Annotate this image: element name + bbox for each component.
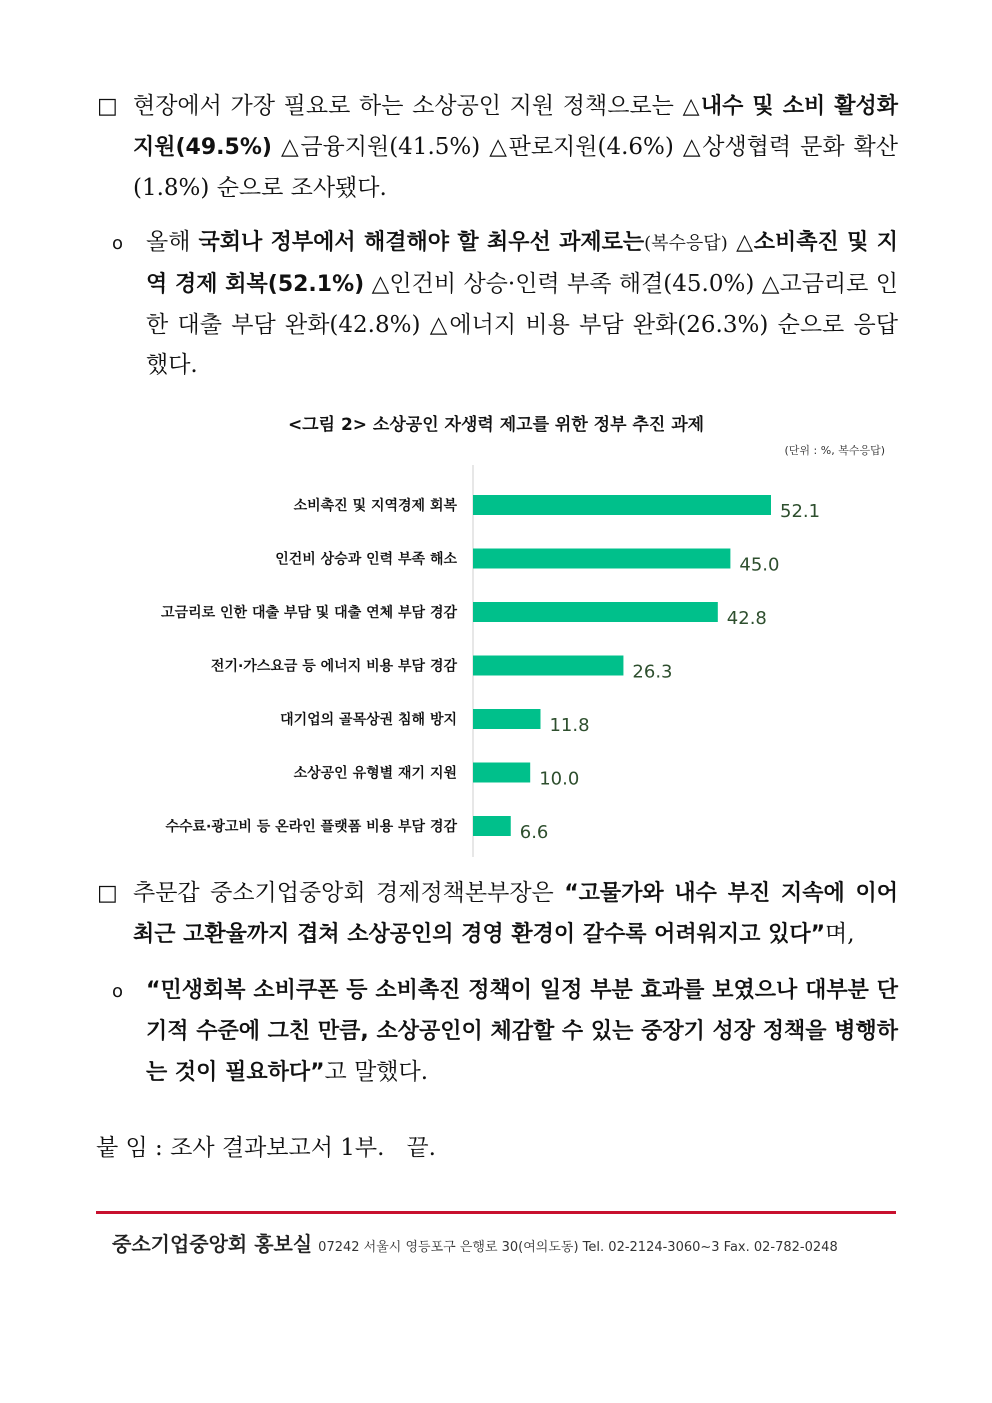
chart-unit-note: (단위 : %, 복수응답) [784,444,885,457]
footer-org: 중소기업중앙회 홍보실 [112,1232,313,1256]
paragraph-survey-policies: 현장에서 가장 필요로 하는 소상공인 지원 정책으로는 △내수 및 소비 활성화 지원(49.5%) △금융지원(41.5%) △판로지원(4.6%) △상생협력 문화 확산(1.8%) 순으로 조사됐다. [133,93,898,201]
category-label: 대기업의 골목상권 침해 방지 [280,712,457,728]
circle-bullet: o [112,981,124,1002]
bar-3 [473,602,718,622]
footer-divider [96,1211,896,1214]
value-label: 26.3 [632,661,673,683]
value-label: 42.8 [726,608,767,629]
value-label: 11.8 [549,715,590,736]
bar-1 [473,495,771,515]
category-label: 전기·가스요금 등 에너지 비용 부담 경감 [210,658,457,675]
footer [112,1228,838,1257]
attachment-note: 붙 임 : 조사 결과보고서 1부. 끝. [96,1135,436,1161]
bar-chart [0,405,992,865]
category-label: 소상공인 유형별 재기 지원 [293,765,457,782]
square-bullet: □ [97,94,118,119]
value-label: 10.0 [539,768,580,790]
paragraph-priority-tasks: 올해 국회나 정부에서 해결해야 할 최우선 과제로는(복수응답) △소비촉진 및 지역 경제 회복(52.1%) △인건비 상승·인력 부족 해결(45.0%) △고금리로 인한 대출 부담 완화(42.8%) △에너지 비용 부담 완화(26.3%) 순으로 응답했다. [146,229,898,378]
bar-6 [473,763,530,783]
circle-bullet: o [112,233,124,254]
value-label: 6.6 [519,822,549,843]
value-label: 45.0 [739,554,780,576]
bar-5 [473,709,540,729]
category-label: 수수료·광고비 등 온라인 플랫폼 비용 부담 경감 [165,819,457,835]
chart-title: <그림 2> 소상공인 자생력 제고를 위한 정부 추진 과제 [287,415,705,435]
bar-2 [473,549,730,569]
bar-7 [473,816,511,836]
category-label: 고금리로 인한 대출 부담 및 대출 연체 부담 경감 [161,605,457,621]
category-label: 소비촉진 및 지역경제 회복 [293,498,457,514]
paragraph-director-quote: 추문갑 중소기업중앙회 경제정책본부장은 “고물가와 내수 부진 지속에 이어 최근 고환율까지 겹쳐 소상공인의 경영 환경이 갈수록 어려워지고 있다”며, [133,880,898,947]
chart-plot [0,405,992,865]
square-bullet: □ [97,881,118,906]
paragraph-quote-continued: “민생회복 소비쿠폰 등 소비촉진 정책이 일정 부분 효과를 보였으나 대부분 단기적 수준에 그친 만큼, 소상공인이 체감할 수 있는 중장기 성장 정책을 병행하는 것이 필요하다”고 말했다. [146,978,898,1085]
footer-address: 07242 서울시 영등포구 은행로 30(여의도동) Tel. 02-2124-3060~3 Fax. 02-782-0248 [318,1240,838,1255]
category-label: 인건비 상승과 인력 부족 해소 [275,551,457,568]
value-label: 52.1 [780,501,821,522]
bar-4 [473,656,623,676]
